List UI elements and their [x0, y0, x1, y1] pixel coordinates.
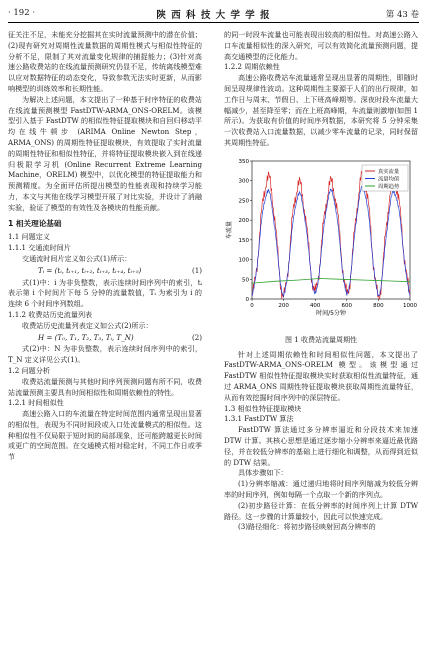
subsubsection-heading: 1.2.1 时间相似性 [8, 398, 64, 408]
volume-label: 第 43 卷 [385, 10, 419, 20]
legend-label: 流量均值 [378, 176, 400, 183]
figure-caption: 图 1 收费站流量周期性 [285, 335, 357, 344]
series-line-trend [252, 278, 410, 283]
paragraph: 高速公路入口的车流量在特定时间范围内通常呈现出显著的相似性，表现为不同时间段或入口处流量模式的相似性。这种相似性不仅局限于短时间的局部现象，还可能跨越更长时间或更广的空间范围。在交通模式相对稳定时，不同工作日或季节 [8, 409, 202, 462]
paragraph: 交通流时间片定义如公式(1)所示： [22, 253, 132, 263]
subsection-heading: 1.1 问题定义 [8, 232, 50, 242]
y-tick-label: 250 [238, 198, 249, 205]
left-column [8, 30, 202, 463]
x-tick-label: 0 [250, 302, 254, 309]
paragraph: 收费站流量预测与其他时间序列预测问题有所不同，收费站流量预测主要具有时间相似性和周期依赖性的特性。 [8, 376, 202, 397]
subsubsection-heading: 1.1.2 收费站历史流量列表 [8, 309, 93, 319]
paragraph: 具体步骤如下： [238, 468, 288, 478]
y-tick-label: 350 [238, 158, 249, 165]
journal-title: 陕 西 科 技 大 学 学 报 [156, 10, 271, 21]
y-tick-label: 50 [242, 277, 249, 284]
equation-body: Tᵢ = (tᵢ, tᵢ₊₁, tᵢ₊₂, tᵢ₊₃, tᵢ₊₄, tᵢ₊₅) [38, 265, 142, 275]
x-tick-label: 1000 [403, 302, 417, 309]
x-tick-label: 200 [278, 302, 289, 309]
paragraph: FastDTW 算法通过多分辨率逼近和分段技术来加速 DTW 计算。其核心思想是通过逐步缩小分辨率来逼近最优路径，并在较低分辨率的基础上进行细化和调整，从而得到近似的 DTW 结果。 [224, 425, 418, 467]
subsubsection-heading: 1.3.1 FastDTW 算法 [224, 414, 294, 424]
page-number: · 192 · [8, 8, 36, 18]
paragraph: (1)分辨率缩减：通过递归地将时间序列缩减为较低分辨率的时间序列，例如每隔一个点取一个新的序列点。 [224, 479, 418, 499]
y-tick-label: 0 [245, 296, 249, 303]
equation-number: (2) [191, 332, 202, 342]
subsection-heading: 1.2 问题分析 [8, 365, 50, 375]
y-tick-label: 100 [238, 257, 249, 264]
x-tick-label: 600 [341, 302, 353, 309]
x-axis-label: 时间/5分钟 [316, 309, 346, 317]
legend-label: 真实流量 [378, 168, 400, 175]
paragraph: (2)初步路径计算：在低分辨率的时间序列上计算 DTW 路径。这一步骤的计算量较小，因此可以快速完成。 [224, 500, 418, 521]
equation-number: (1) [191, 265, 202, 275]
section-heading: 1 相关理论基础 [8, 218, 62, 228]
paragraph: 高速公路收费站车流量通常呈现出显著的周期性，即随时间呈现规律性波动。这种周期性主要源于人们的出行规律，如工作日与周末、节假日、上下班高峰期等。深夜时段车流量大幅减少，甚至降至零；而在上班高峰期，车流量则激增(如图 1 所示)。为获取有价值的时间序列数据，本研究将 5 分钟采集一次收费站入口流量数据，以减少零车流量的记录，同时保留其周期性特征。 [224, 73, 418, 147]
x-tick-label: 400 [309, 302, 321, 309]
right-column [224, 30, 418, 533]
subsubsection-heading: 1.2.2 周期依赖性 [224, 62, 280, 72]
equation-body: H = (T₀, T₁, T₂, T₃, Tᵢ, T_N) [38, 332, 134, 342]
traffic-chart [224, 155, 418, 331]
paragraph: 式(1)中：i 为非负整数，表示连续时间序列中的索引，tᵢ 表示第 i 个时间片下每 5 分钟的流量数值，Tᵢ 为索引为 i 的连续 6 个时间序列数组。 [8, 277, 202, 309]
subsubsection-heading: 1.1.1 交通流时间片 [8, 243, 71, 253]
paragraph: 式(2)中：N 为非负整数，表示连续时间序列中的索引，T_N 定义详见公式(1)。 [8, 344, 202, 365]
equation-2 [8, 333, 202, 344]
page-header [8, 6, 419, 22]
y-axis-label: 车流量 [226, 220, 233, 239]
series-line-ma [252, 186, 410, 296]
paragraph: 为解决上述问题，本文提出了一种基于时序特征的收费站在线流量预测模型 FastDTW-ARMA_ONS-ORELM。该模型引入基于 FastDTW 的相似性特征提取模块和自回归移动平均在线牛顿步 (ARIMA Online Newton Step，ARMA_ONS) 的周期性特征提取模块，有效提取了实时流量的周期性特征和相似性特征，并将特征提取模块嵌入到在线递归极限学习机 (Online Recurrent Extreme Learning Machine，ORELM) 模型中，以优化模型的特征提取能力和预测精度。为全面评估所提出模型的性能表现和持续学习能力，本文与其他在线学习模型开展了对比实验，并设计了消融实验，验证了模型的有效性及各模块的性能贡献。 [8, 94, 202, 212]
y-tick-label: 300 [238, 178, 249, 185]
y-tick-label: 150 [238, 237, 249, 244]
paragraph: 收费站历史流量列表定义如公式(2)所示： [22, 320, 153, 330]
subsection-heading: 1.3 相似性特征提取模块 [224, 403, 302, 413]
x-tick-label: 800 [373, 302, 384, 309]
equation-1 [8, 266, 202, 277]
paragraph: 的同一时段车流量也可能表现出较高的相似性。对高速公路入口车流量相似性的深入研究，可以有效简化流量预测问题，提高交通模型的泛化能力。 [224, 30, 418, 61]
legend-label: 周期趋势 [378, 183, 400, 190]
y-tick-label: 200 [238, 217, 249, 224]
header-rule [8, 22, 419, 23]
paragraph: 针对上述周期依赖性和时间相似性问题，本文提出了 FastDTW-ARMA_ONS-ORELM 模型。该模型通过 FastDTW 相似性特征提取模块实时获取相似性流量特征，通过 ARMA_ONS 周期性特征提取模块获取周期性流量特征，从而有效挖掘时间序列中的深层特征。 [224, 349, 418, 402]
paragraph: 征关注不足，未能充分挖掘其在实时流量预测中的潜在价值；(2)现有研究对周期性流量数据的周期性模式与相似性特征的分析不足，限制了其对流量变化规律的捕捉能力；(3)针对高速公路收费站的在线流量预测研究仍显不足，传统离线模型难以应对数据特征的动态变化，导致参数无法实时更新，从而影响模型的训练效率和长期性能。 [8, 30, 202, 93]
paragraph: (3)路径细化：将初步路径映射回高分辨率的 [238, 522, 376, 532]
figure-1 [224, 155, 418, 331]
